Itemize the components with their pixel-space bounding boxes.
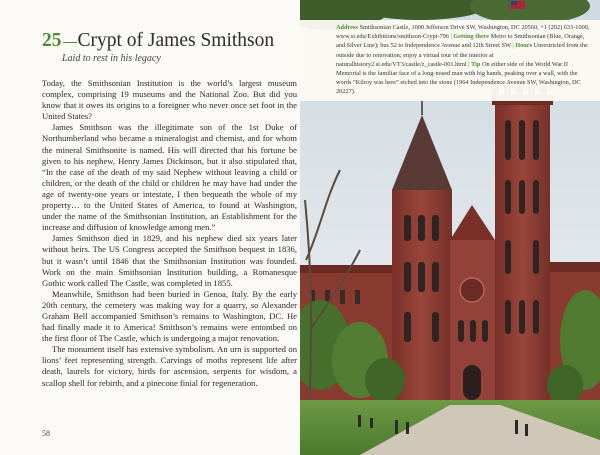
separator: | [450,33,452,41]
page-number: 58 [42,429,50,438]
getting-there-label: Getting there [453,33,490,41]
separator: | [512,42,514,50]
paragraph: Today, the Smithsonian Institution is the world’s largest museum complex, comprising 19 museums and the National Zoo. But did you know that it owes its origins to a foreigner who never once set foot in the United States? [42,78,297,122]
right-page [300,0,600,455]
title-rule [63,42,77,43]
tip-text: On either side of the World War II Memorial is the familiar face of a long-nosed man with big hands, peaking over a wall, with the words “Kilroy was here” etched into the stone (1964 Independence Avenue SW, Washington, DC 20227). [336,60,581,96]
paragraph: James Smithson died in 1829, and his nephew died six years later without heirs. The US Congress accepted the Smithson bequest in 1836, but it wasn’t until 1846 that the Smithsonian Institution was founded. Work on the main Smithsonian Institution building, a Romanesque Gothic work called The Castle, was completed in 1855. [42,233,297,288]
paragraph: Meanwhile, Smithson had been buried in Genoa, Italy. By the early 20th century, the cemetery was making way for a quarry, so Alexander Graham Bell accompanied Smithson’s remains to Washington, DC. He had finally made it to America! Smithson’s remains were entombed on the first floor of The Castle, which is undergoing a major renovation. [42,288,297,344]
entry-number: 25 [42,30,62,51]
entry-title: Crypt of James Smithson [77,30,275,51]
separator: | [468,60,470,68]
tip-label: Tip [471,60,481,68]
body-text [42,78,297,389]
paragraph: The monument itself has extensive symbolism. An urn is supported on lions’ feet representing strength. Carvings of moths represent life after death, laurels for victory, birds for ascension, serpents for wisdom, a scallop shell for rebirth, and a pinecone finial for regeneration. [42,344,297,388]
entry-title-line [42,30,292,52]
hours-text: Unrestricted from the outside due to renovation; enjoy a virtual tour of the interior at naturalhistory2.si.edu/VT3/castle/z_castle-001.html [336,42,588,68]
entry-subtitle: Laid to rest in his legacy [62,53,161,64]
entry-heading [42,30,292,64]
hours-label: Hours [515,42,533,50]
info-box [300,20,600,101]
getting-there-text: Metro to Smithsonian (Blue, Orange, and Silver Line); bus 52 to Independence Avenue and 12th Street SW [336,33,585,50]
paragraph: James Smithson was the illegitimate son of the 1st Duke of Northumberland who became a mineralogist and chemist, and for whom the mineral Smithsonite is named. His will directed that his fortune be given to his nephew, Henry James Dickinson, but it also stipulated that, “In the case of the death of my said Nephew without leaving a child or children, or the death of the child or children he may have had under the age of twenty-one years or intestate, I then bequeath the whole of my property… to the United States of America, to found at Washington, under the name of the Smithsonian Institution, an Establishment for the increase and diffusion of knowledge among men.” [42,122,297,233]
address-text: Smithsonian Castle, 1000 Jefferson Drive SW, Washington, DC 20560, +1 (202) 633-1000, www.si.edu/Exhibitions/smithson-Crypt-796 [336,24,590,41]
address-label: Address [336,24,358,31]
